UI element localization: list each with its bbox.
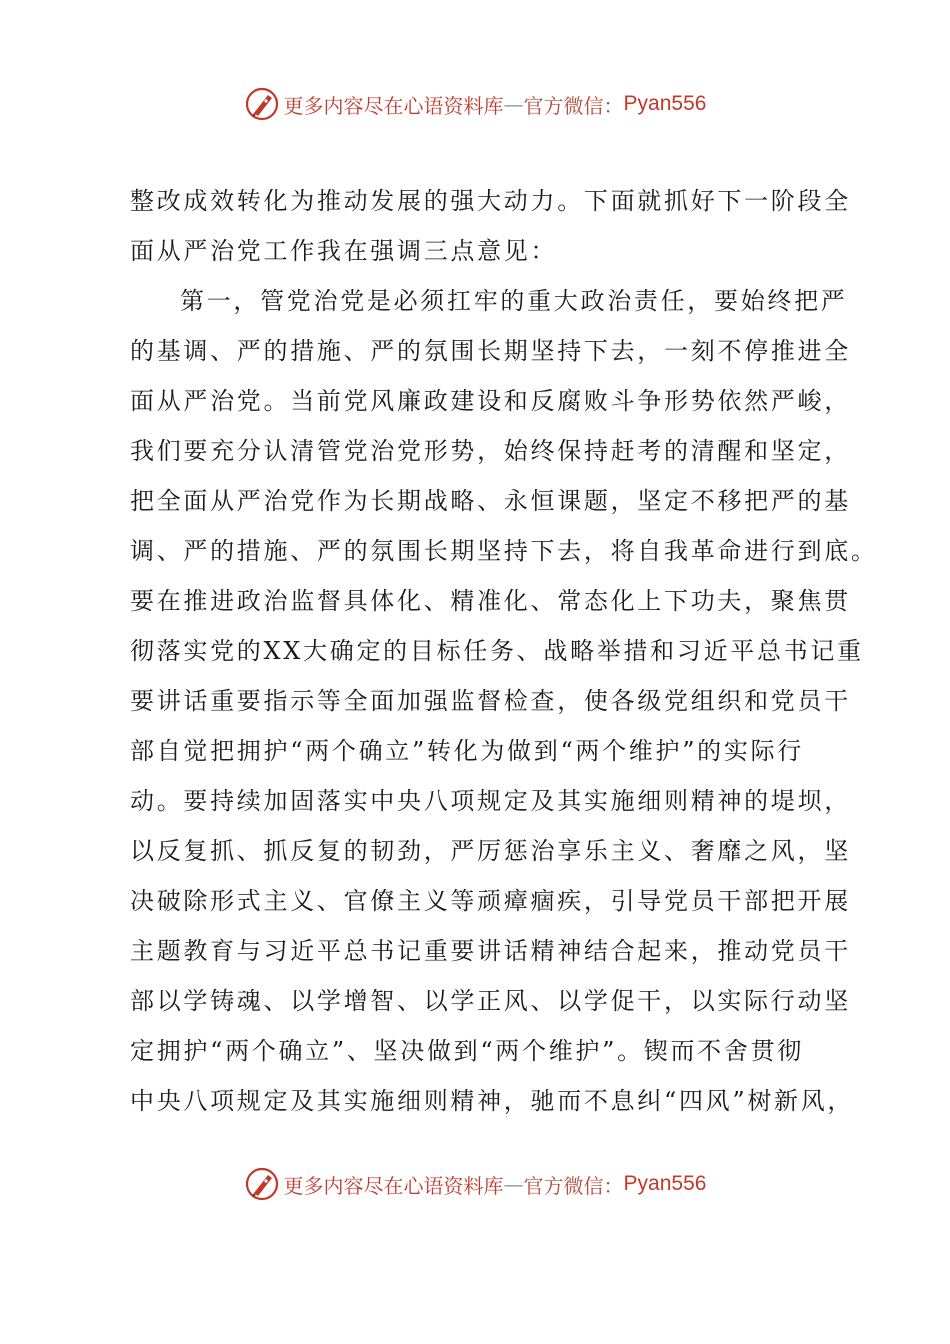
text-line: 以反复抓、抓反复的韧劲，严厉惩治享乐主义、奢靡之风，坚 — [130, 837, 851, 865]
watermark-dash: — — [503, 92, 524, 116]
watermark-banner-top — [0, 84, 950, 124]
text-line: 彻落实党的XX大确定的目标任务、战略举措和习近平总书记重 — [130, 637, 864, 665]
text-line: 部自觉把拥护“两个确立”转化为做到“两个维护”的实际行 — [130, 737, 804, 765]
watermark-wechat-id: Pyan556 — [623, 1172, 707, 1195]
text-line: 要讲话重要指示等全面加强监督检查，使各级党组织和党员干 — [130, 687, 851, 715]
watermark-wechat-label: 官方微信： — [523, 1173, 624, 1198]
watermark-wechat-id: Pyan556 — [623, 92, 707, 115]
text-line: 要在推进政治监督具体化、精准化、常态化上下功夫，聚焦贯 — [130, 587, 851, 615]
text-line: 面从严治党工作我在强调三点意见： — [130, 237, 558, 265]
text-line: 的基调、严的措施、严的氛围长期坚持下去，一刻不停推进全 — [130, 337, 851, 365]
text-line: 决破除形式主义、官僚主义等顽瘴痼疾，引导党员干部把开展 — [130, 887, 851, 915]
text-line: 中央八项规定及其实施细则精神，驰而不息纠“四风”树新风， — [130, 1087, 855, 1115]
text-line: 动。要持续加固落实中央八项规定及其实施细则精神的堤坝， — [130, 787, 851, 815]
text-line: 部以学铸魂、以学增智、以学正风、以学促干，以实际行动坚 — [130, 987, 851, 1015]
paragraph-first-line: 第一，管党治党是必须扛牢的重大政治责任，要始终把严 — [180, 287, 848, 315]
watermark-banner-bottom — [0, 1164, 950, 1204]
watermark-dash: — — [503, 1172, 524, 1196]
document-body — [130, 176, 878, 1126]
text-line: 我们要充分认清管党治党形势，始终保持赶考的清醒和坚定， — [130, 437, 851, 465]
text-line: 定拥护“两个确立”、坚决做到“两个维护”。锲而不舍贯彻 — [130, 1037, 804, 1065]
text-line: 面从严治党。当前党风廉政建设和反腐败斗争形势依然严峻， — [130, 387, 851, 415]
pen-logo-icon — [244, 86, 280, 122]
text-line: 把全面从严治党作为长期战略、永恒课题，坚定不移把严的基 — [130, 487, 851, 515]
text-line: 调、严的措施、严的氛围长期坚持下去，将自我革命进行到底。 — [130, 537, 878, 565]
watermark-wechat-label: 官方微信： — [523, 93, 624, 118]
text-line: 整改成效转化为推动发展的强大动力。下面就抓好下一阶段全 — [130, 187, 851, 215]
watermark-brand-text: 更多内容尽在心语资料库 — [283, 93, 504, 118]
watermark-brand-text: 更多内容尽在心语资料库 — [283, 1173, 504, 1198]
pen-logo-icon — [244, 1166, 280, 1202]
text-line: 主题教育与习近平总书记重要讲话精神结合起来，推动党员干 — [130, 937, 851, 965]
